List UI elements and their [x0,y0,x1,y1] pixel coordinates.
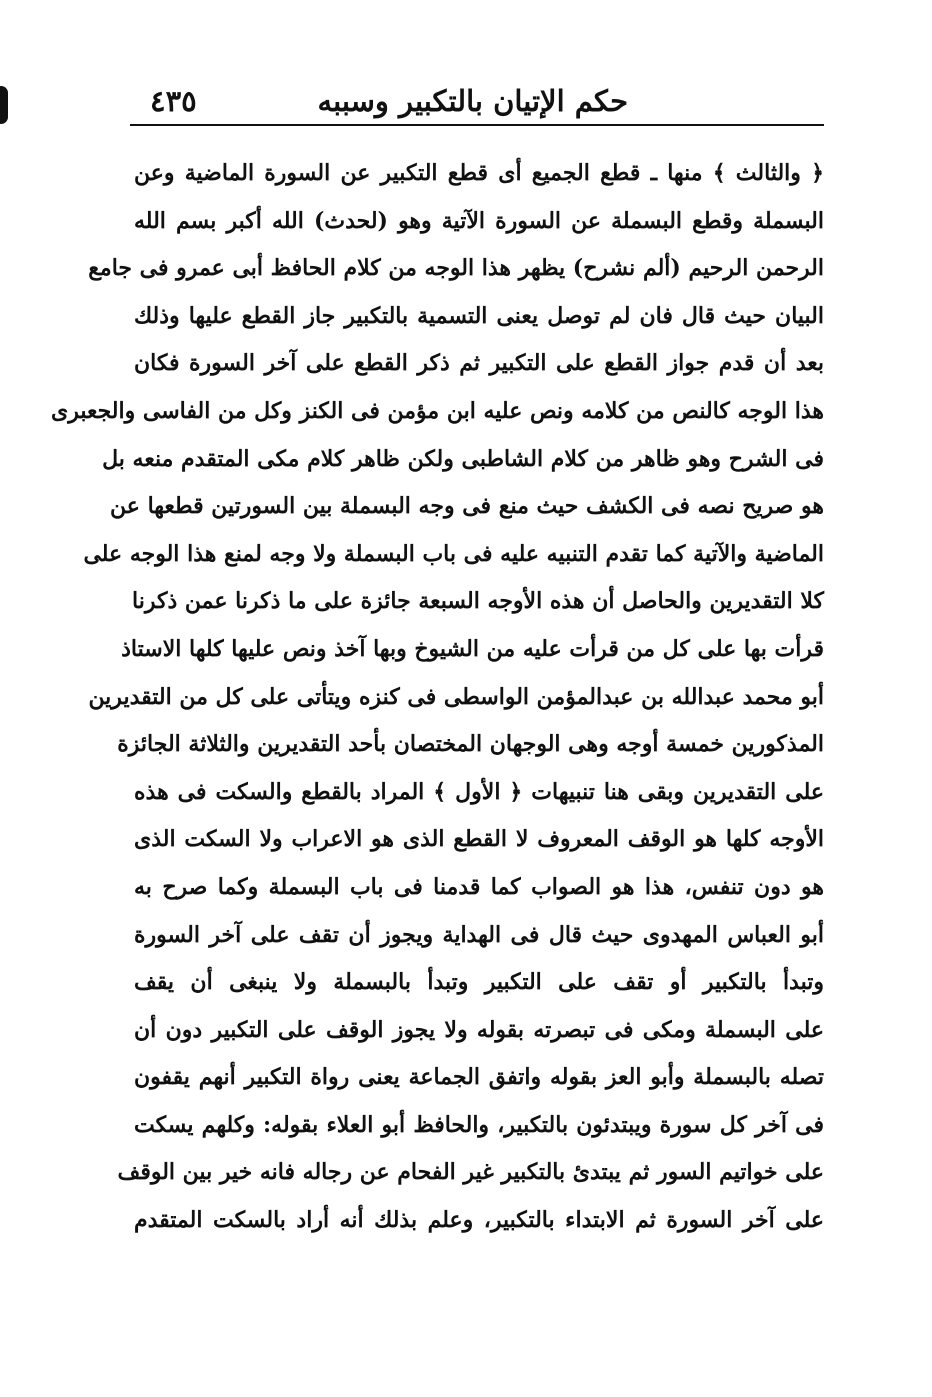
text-line: بعد أن قدم جواز القطع على التكبير ثم ذكر القطع على آخر السورة فكان [134,350,824,377]
text-line: على التقديرين وبقى هنا تنبيهات ﴿ الأول ﴾ المراد بالقطع والسكت فى هذه [134,778,824,805]
text-line: قرأت بها على كل من قرأت عليه من الشيوخ وبها آخذ ونص عليها كلها الاستاذ [121,635,824,662]
text-line: أبو محمد عبدالله بن عبدالمؤمن الواسطى فى كنزه ويتأتى على كل من التقديرين [88,683,824,710]
text-line: أبو العباس المهدوى حيث قال فى الهداية ويجوز أن تقف على آخر السورة [134,921,824,948]
page-number: ٤٣٥ [150,84,197,118]
page-edge-mark [0,86,8,124]
running-header [130,76,824,122]
header-rule [130,124,824,126]
text-line: البيان حيث قال فان لم توصل يعنى التسمية بالتكبير جاز القطع عليها وذلك [134,302,824,329]
text-line: على خواتيم السور ثم يبتدئ بالتكبير غير الفحام عن رجاله فانه خير بين الوقف [117,1159,824,1186]
text-line: فى الشرح وهو ظاهر من كلام الشاطبى ولكن ظاهر كلام مكى المتقدم منعه بل [102,445,824,472]
text-line: تصله بالبسملة وأبو العز بقوله واتفق الجماعة يعنى رواة التكبير أنهم يقفون [134,1064,824,1091]
text-line: ﴿ والثالث ﴾ منها ـ قطع الجميع أى قطع التكبير عن السورة الماضية وعن [134,160,824,186]
text-line: على البسملة ومكى فى تبصرته بقوله ولا يجوز الوقف على التكبير دون أن [134,1016,824,1043]
text-line: فى آخر كل سورة ويبتدئون بالتكبير، والحافظ أبو العلاء بقوله: وكلهم يسكت [134,1111,825,1138]
text-line: الرحمن الرحيم (ألم نشرح) يظهر هذا الوجه من كلام الحافظ أبى عمرو فى جامع [88,255,824,282]
text-line: هو صريح نصه فى الكشف حيث منع فى وجه البسملة بين السورتين قطعها عن [110,493,824,520]
text-line: وتبدأ بالتكبير أو تقف على التكبير وتبدأ بالبسملة ولا ينبغى أن يقف [134,969,824,996]
text-line: هذا الوجه كالنص من كلامه ونص عليه ابن مؤمن فى الكنز وكل من الفاسى والجعبرى [50,397,824,424]
text-line: الأوجه كلها هو الوقف المعروف لا القطع الذى هو الاعراب ولا السكت الذى [134,826,824,853]
body-text [50,150,825,1245]
text-line: المذكورين خمسة أوجه وهى الوجهان المختصان بأحد التقديرين والثلاثة الجائزة [117,731,824,758]
text-line: الماضية والآتية كما تقدم التنبيه عليه فى باب البسملة ولا وجه لمنع هذا الوجه على [83,540,824,567]
text-line: كلا التقديرين والحاصل أن هذه الأوجه السبعة جائزة على ما ذكرنا عمن ذكرنا [132,588,824,615]
text-line: البسملة وقطع البسملة عن السورة الآتية وهو (لحدث) الله أكبر بسم الله [134,207,824,234]
text-line: على آخر السورة ثم الابتداء بالتكبير، وعلم بذلك أنه أراد بالسكت المتقدم [134,1207,824,1234]
text-line: هو دون تنفس، هذا هو الصواب كما قدمنا فى باب البسملة وكما صرح به [134,873,824,900]
running-title: حكم الإتيان بالتكبير وسببه [317,84,628,118]
